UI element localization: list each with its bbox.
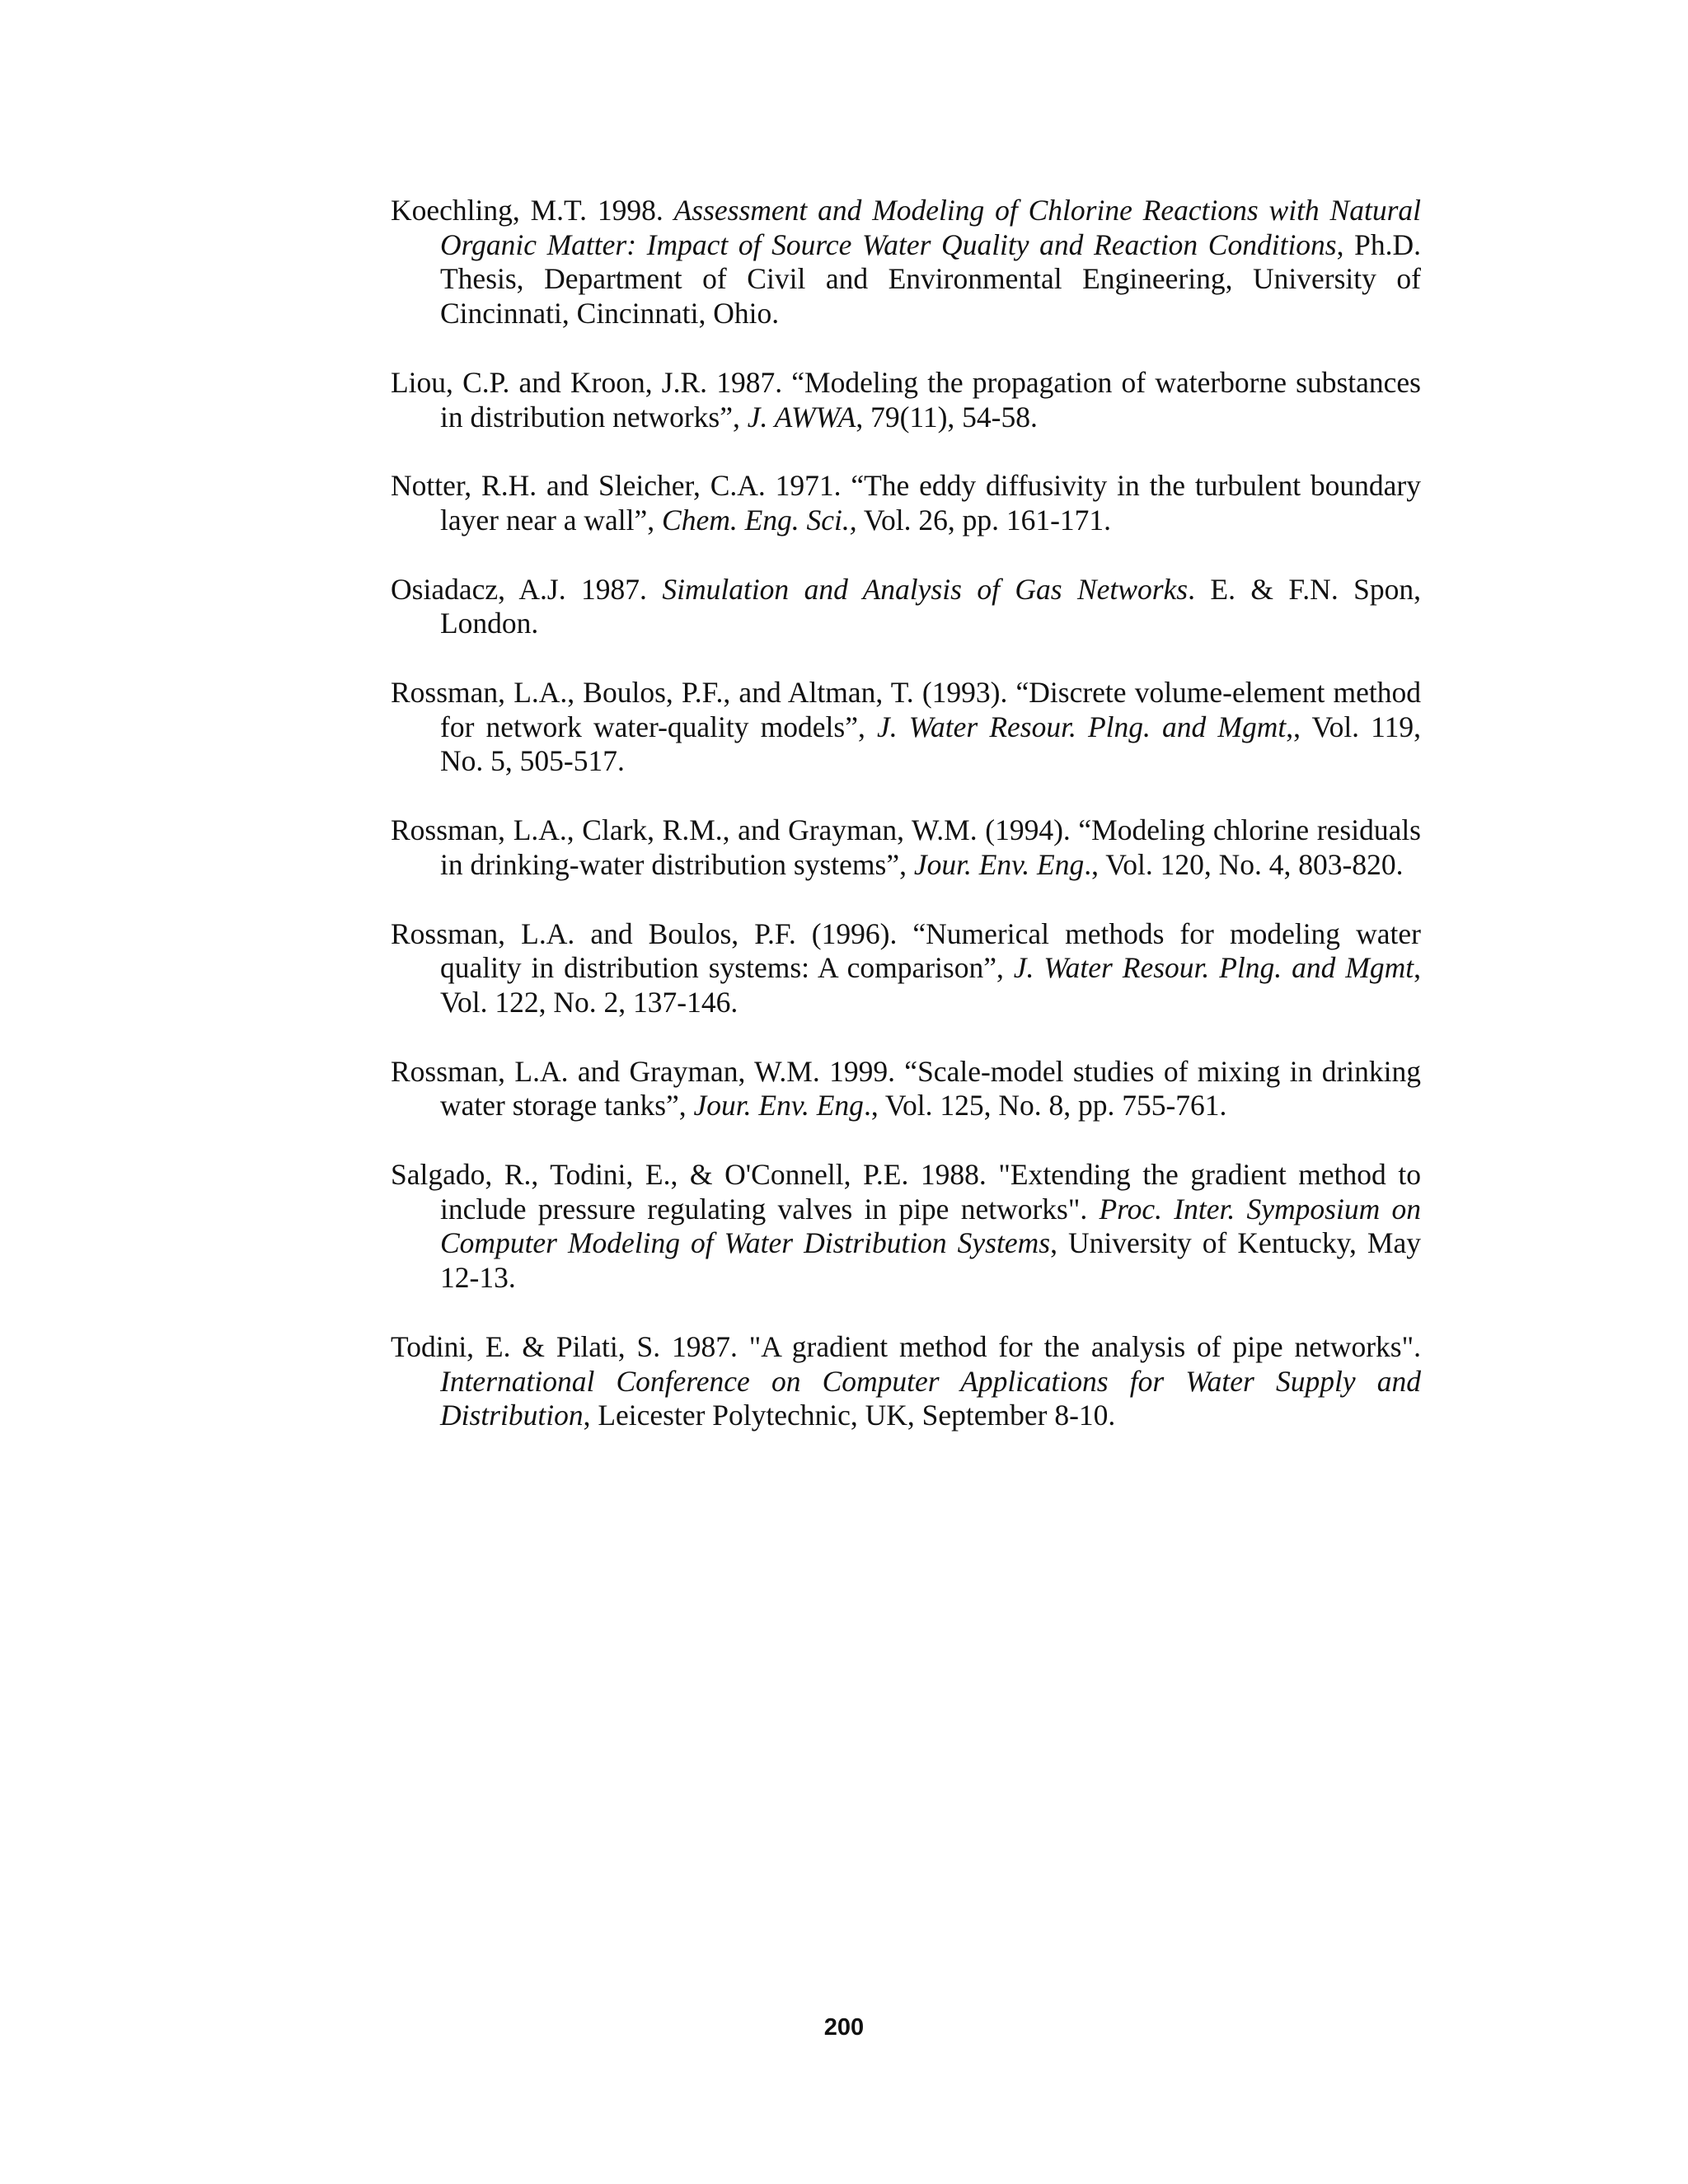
reference-entry bbox=[391, 1055, 1421, 1123]
reference-text: Rossman, L.A. and Grayman, W.M. 1999. “Scale-model studies of mixing in drinking water storage tanks”, bbox=[391, 1054, 1421, 1122]
reference-entry bbox=[391, 676, 1421, 779]
reference-entry bbox=[391, 813, 1421, 882]
reference-list bbox=[391, 194, 1421, 1468]
reference-title: Proc. Inter. Symposium on Computer Modeling of Water Distribution Systems bbox=[440, 1192, 1421, 1260]
reference-title: J. Water Resour. Plng. and Mgmt bbox=[1013, 951, 1414, 985]
reference-title: J. AWWA bbox=[747, 400, 856, 434]
reference-text: Liou, C.P. and Kroon, J.R. 1987. “Modeling the propagation of waterborne substances in distribution networks”, bbox=[391, 365, 1421, 434]
reference-details: ,, Vol. 119, No. 5, 505-517. bbox=[440, 710, 1421, 778]
reference-details: . E. & F.N. Spon, London. bbox=[440, 572, 1421, 640]
reference-entry bbox=[391, 366, 1421, 434]
page-number: 200 bbox=[823, 2014, 865, 2041]
reference-text: Notter, R.H. and Sleicher, C.A. 1971. “The eddy diffusivity in the turbulent boundary layer near a wall”, bbox=[391, 469, 1421, 537]
reference-details: , Leicester Polytechnic, UK, September 8-10. bbox=[583, 1399, 1116, 1432]
reference-title: Chem. Eng. Sci., bbox=[662, 503, 857, 537]
reference-text: Todini, E. & Pilati, S. 1987. "A gradient method for the analysis of pipe networks". bbox=[391, 1329, 1421, 1363]
reference-title: Simulation and Analysis of Gas Networks bbox=[662, 572, 1189, 606]
reference-title: J. Water Resour. Plng. and Mgmt bbox=[876, 710, 1287, 743]
reference-text: Salgado, R., Todini, E., & O'Connell, P.E. 1988. "Extending the gradient method to include pressure regulating valves in pipe networks". bbox=[391, 1158, 1421, 1226]
reference-entry bbox=[391, 1330, 1421, 1433]
reference-title: Assessment and Modeling of Chlorine Reactions with Natural Organic Matter: Impact of Source Water Quality and Reaction Conditions bbox=[440, 194, 1421, 261]
reference-details: Vol. 26, pp. 161-171. bbox=[856, 503, 1112, 537]
reference-text: Rossman, L.A., Clark, R.M., and Grayman, W.M. (1994). “Modeling chlorine residuals in drinking-water distribution systems”, bbox=[391, 813, 1421, 881]
reference-details: , University of Kentucky, May 12-13. bbox=[440, 1226, 1421, 1295]
reference-title: International Conference on Computer Applications for Water Supply and Distribution bbox=[440, 1364, 1421, 1432]
reference-text: Osiadacz, A.J. 1987. bbox=[391, 572, 663, 606]
reference-entry bbox=[391, 194, 1421, 331]
reference-text: Rossman, L.A., Boulos, P.F., and Altman, T. (1993). “Discrete volume-element method for network water-quality models”, bbox=[391, 676, 1421, 743]
reference-entry bbox=[391, 469, 1421, 537]
reference-text: Koechling, M.T. 1998. bbox=[391, 194, 674, 227]
reference-title: Jour. Env. Eng bbox=[913, 847, 1085, 881]
reference-entry bbox=[391, 917, 1421, 1020]
reference-entry bbox=[391, 573, 1421, 641]
reference-text: Rossman, L.A. and Boulos, P.F. (1996). “Numerical methods for modeling water quality in distribution systems: A comparison”, bbox=[391, 916, 1421, 985]
reference-details: ., Vol. 120, No. 4, 803-820. bbox=[1084, 847, 1404, 881]
reference-title: Jour. Env. Eng bbox=[693, 1089, 864, 1122]
reference-details: , Vol. 122, No. 2, 137-146. bbox=[440, 951, 1421, 1019]
reference-details: , Ph.D. Thesis, Department of Civil and Environmental Engineering, University of Cincinnati, Cincinnati, Ohio. bbox=[440, 227, 1421, 330]
reference-details: ., Vol. 125, No. 8, pp. 755-761. bbox=[863, 1089, 1227, 1122]
reference-entry bbox=[391, 1158, 1421, 1296]
reference-details: , 79(11), 54-58. bbox=[856, 400, 1038, 434]
